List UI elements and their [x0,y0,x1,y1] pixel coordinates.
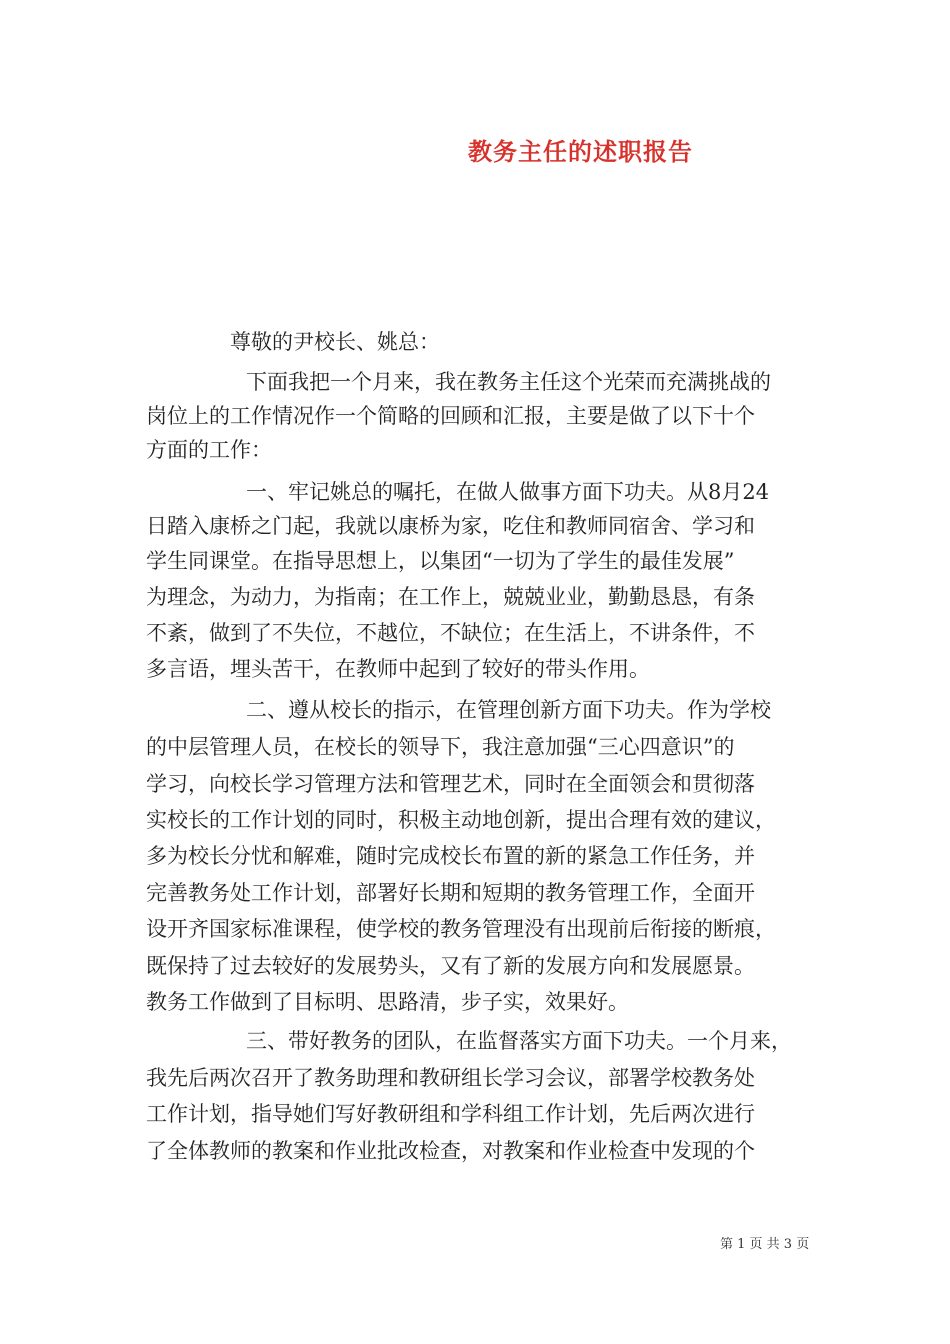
body-line: 学习，向校长学习管理方法和管理艺术，同时在全面领会和贯彻落 [146,772,755,796]
body-line: 一、牢记姚总的嘱托，在做人做事方面下功夫。从8月24 [246,480,770,504]
body-line: 为理念，为动力，为指南；在工作上，兢兢业业，勤勤恳恳，有条 [146,585,755,609]
body-line: 工作计划，指导她们写好教研组和学科组工作计划，先后两次进行 [146,1102,755,1126]
body-line: 多言语，埋头苦干，在教师中起到了较好的带头作用。 [146,657,650,681]
body-line: 我先后两次召开了教务助理和教研组长学习会议，部署学校教务处 [146,1066,755,1090]
body-line: 设开齐国家标准课程，使学校的教务管理没有出现前后衔接的断痕， [146,917,776,941]
body-line: 学生同课堂。在指导思想上，以集团“一切为了学生的最佳发展” [146,549,735,573]
body-line: 不紊，做到了不失位，不越位，不缺位；在生活上，不讲条件，不 [146,621,755,645]
body-line: 尊敬的尹校长、姚总： [230,330,440,354]
document-title: 教务主任的述职报告 [468,137,693,166]
body-line: 二、遵从校长的指示，在管理创新方面下功夫。作为学校 [246,698,771,722]
body-line: 教务工作做到了目标明、思路清，步子实，效果好。 [146,990,629,1014]
body-line: 实校长的工作计划的同时，积极主动地创新，提出合理有效的建议， [146,808,776,832]
body-line: 岗位上的工作情况作一个简略的回顾和汇报，主要是做了以下十个 [146,404,755,428]
body-line: 既保持了过去较好的发展势头，又有了新的发展方向和发展愿景。 [146,954,755,978]
body-line: 的中层管理人员，在校长的领导下，我注意加强“三心四意识”的 [146,735,735,759]
body-line: 了全体教师的教案和作业批改检查，对教案和作业检查中发现的个 [146,1139,755,1163]
body-line: 三、带好教务的团队，在监督落实方面下功夫。一个月来， [246,1029,792,1053]
body-line: 日踏入康桥之门起，我就以康桥为家，吃住和教师同宿舍、学习和 [146,514,755,538]
body-line: 多为校长分忧和解难，随时完成校长布置的新的紧急工作任务，并 [146,844,755,868]
body-line: 完善教务处工作计划，部署好长期和短期的教务管理工作，全面开 [146,881,755,905]
body-line: 下面我把一个月来，我在教务主任这个光荣而充满挑战的 [246,370,771,394]
body-line: 方面的工作： [146,438,272,462]
page-footer: 第 1 页 共 3 页 [720,1237,810,1252]
